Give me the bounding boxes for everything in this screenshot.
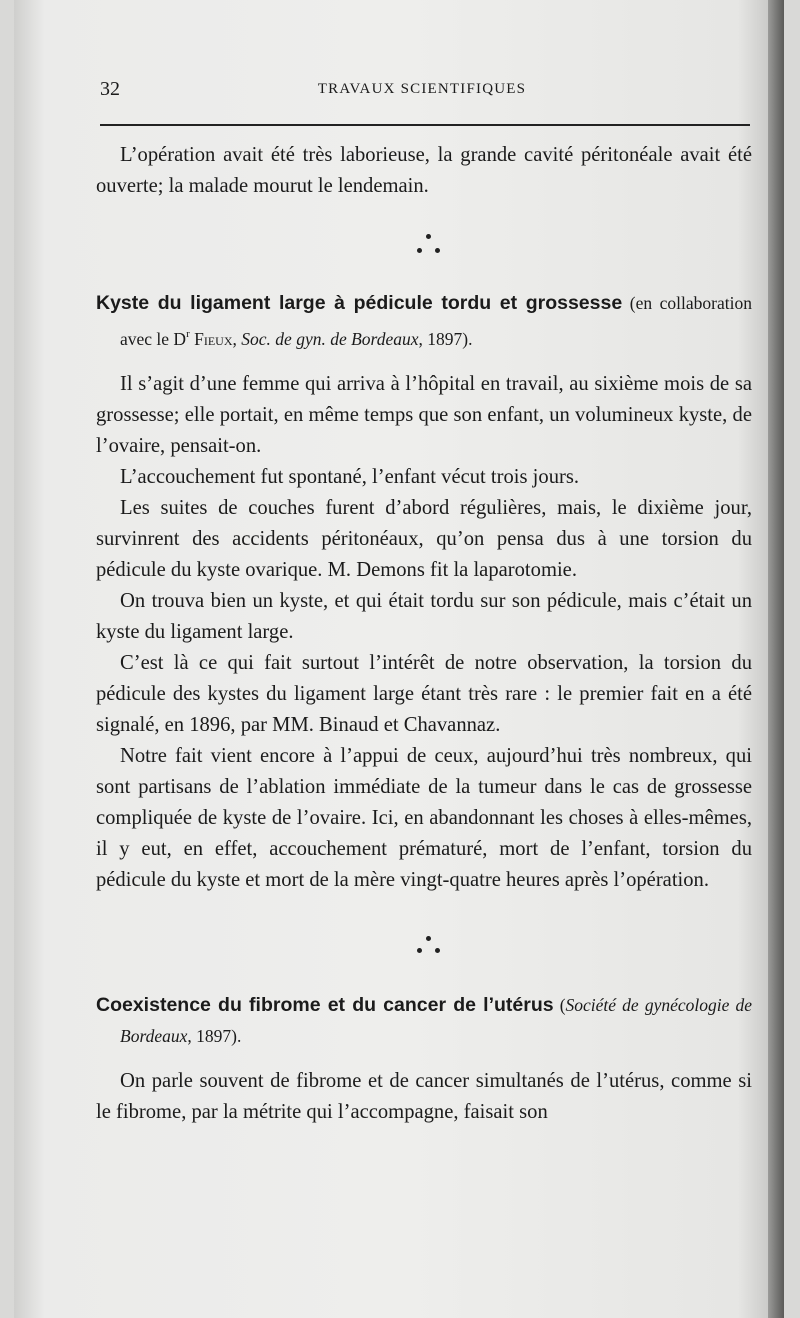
page-body [96,140,752,1128]
header-rule [100,124,750,126]
section-title-sup: r [186,328,190,340]
page-number: 32 [100,78,120,100]
section-title-collab: (en collaboration avec le D [120,293,752,349]
spacer [96,355,752,369]
section-title-author: Fieux [189,328,233,349]
paragraph: Notre fait vient encore à l’appui de ceux, aujourd’hui très nombreux, qui sont partisans de l’ablation immédiate de la tumeur dans le cas de grossesse compliquée de kyste de l’ovaire. Ici, en abandonnant les choses à elles-mêmes, il y eut, en effet, accouchement prématuré, mort de l’enfant, torsion du pédicule du kyste et mort de la mère vingt-quatre heures après l’opération. [96,744,752,891]
page-edge-shadow [768,0,784,1318]
paragraph: C’est là ce qui fait surtout l’intérêt de notre observation, la torsion du pédicule des kystes du ligament large étant très rare : le premier fait en a été signalé, en 1896, par MM. Binaud et Chavannaz. [96,651,752,736]
paragraph: Il s’agit d’une femme qui arriva à l’hôpital en travail, au sixième mois de sa grossesse; elle portait, en même temps que son enfant, un volumineux kyste, de l’ovaire, pensait-on. [96,372,752,457]
section-title-journal: Soc. de gyn. de Bordeaux [241,328,419,349]
spacer [96,1052,752,1066]
section-title-year: , 1897). [418,328,473,349]
section-title-year: , 1897). [187,1025,242,1046]
section-separator-dots [96,216,752,276]
paragraph: On parle souvent de fibrome et de cancer simultanés de l’utérus, comme si le fibrome, par la métrite qui l’accompagne, faisait son [96,1069,752,1123]
section-heading-fibrome [96,990,752,1052]
section-title-open: ( [553,994,566,1015]
running-title: TRAVAUX SCIENTIFIQUES [317,81,527,97]
section-title-journal: Société de gynécologie de Bordeaux [120,994,752,1046]
intro-paragraph: L’opération avait été très laborieuse, la grande cavité péritonéale avait été ouverte; la malade mourut le lendemain. [96,144,752,197]
section-title: Coexistence du fibrome et du cancer de l’utérus [96,993,554,1016]
section-title: Kyste du ligament large à pédicule tordu et grossesse [96,292,623,314]
paragraph: L’accouchement fut spontané, l’enfant vécut trois jours. [120,465,580,488]
section-heading-kyste [96,288,752,355]
section-separator-dots [96,918,752,978]
paragraph: On trouva bien un kyste, et qui était tordu sur son pédicule, mais c’était un kyste du ligament large. [96,589,752,643]
paragraph: Les suites de couches furent d’abord régulières, mais, le dixième jour, survinrent des accidents péritonéaux, qu’on pensa dus à une torsion du pédicule du kyste ovarique. M. Demons fit la laparotomie. [96,496,752,581]
page-header [96,78,748,108]
section-title-sep: , [232,328,242,349]
